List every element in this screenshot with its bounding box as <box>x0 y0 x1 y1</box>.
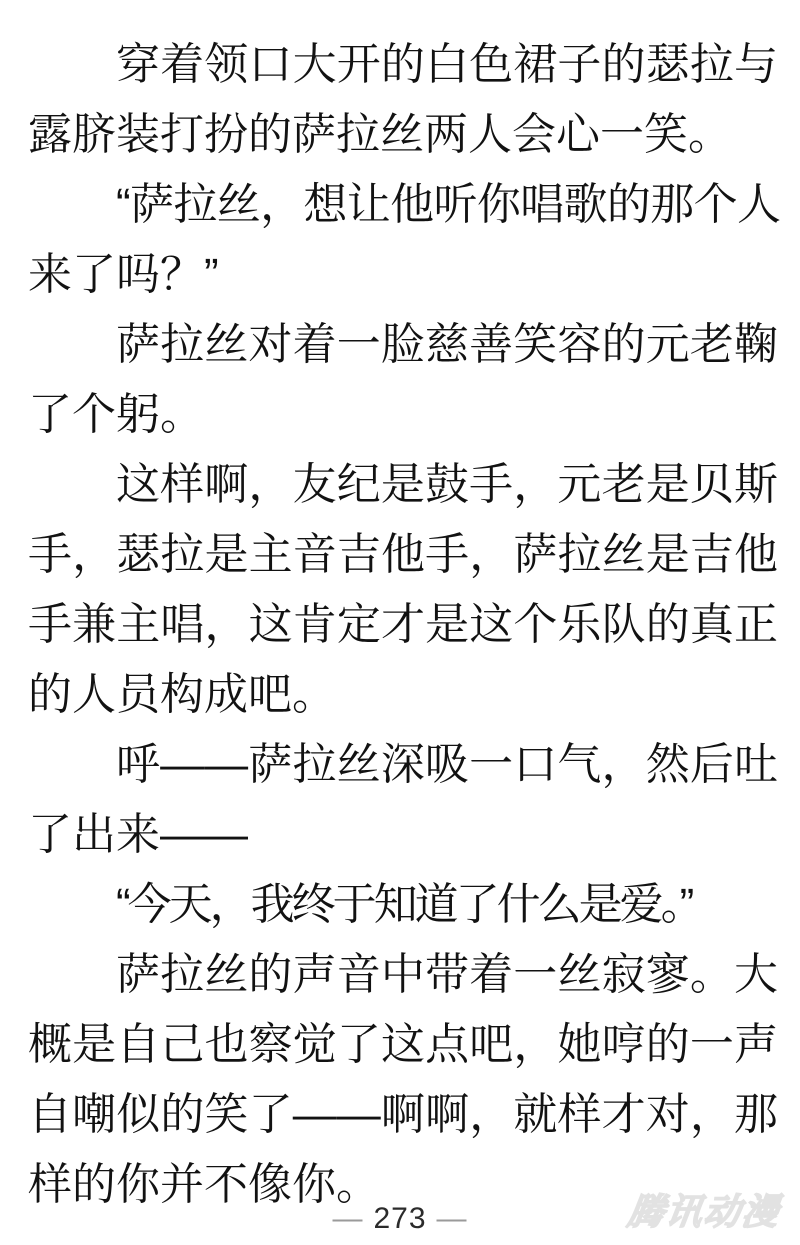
text-line: 来了吗？” <box>28 250 219 299</box>
text-line: 了个躬。 <box>28 390 204 439</box>
text-line: 手，瑟拉是主音吉他手，萨拉丝是吉他 <box>28 530 778 579</box>
text-line: 穿着领口大开的白色裙子的瑟拉与 <box>116 40 778 89</box>
text-line: 这样啊，友纪是鼓手，元老是贝斯 <box>116 460 778 509</box>
watermark-tencent-comics: 腾讯动漫 <box>625 1191 783 1232</box>
text-line: 萨拉丝对着一脸慈善笑容的元老鞠 <box>116 320 778 369</box>
text-line: 呼——萨拉丝深吸一口气，然后吐 <box>116 740 778 789</box>
footer-left-dash: — <box>332 1202 364 1235</box>
footer-right-dash: — <box>436 1202 468 1235</box>
text-line: 露脐装打扮的萨拉丝两人会心一笑。 <box>28 110 732 159</box>
text-line: 萨拉丝的声音中带着一丝寂寥。大 <box>116 950 778 999</box>
text-line: 自嘲似的笑了——啊啊，就样才对，那 <box>28 1090 778 1139</box>
text-line: 了出来—— <box>28 810 248 859</box>
text-line: “今天，我终于知道了什么是爱。” <box>116 880 692 929</box>
text-line: 概是自己也察觉了这点吧，她哼的一声 <box>28 1020 778 1069</box>
text-line: 样的你并不像你。 <box>28 1160 380 1209</box>
text-line: “萨拉丝，想让他听你唱歌的那个人 <box>116 180 778 229</box>
text-line: 手兼主唱，这肯定才是这个乐队的真正 <box>28 600 778 649</box>
page-number: 273 <box>373 1202 427 1235</box>
text-line: 的人员构成吧。 <box>28 670 336 719</box>
